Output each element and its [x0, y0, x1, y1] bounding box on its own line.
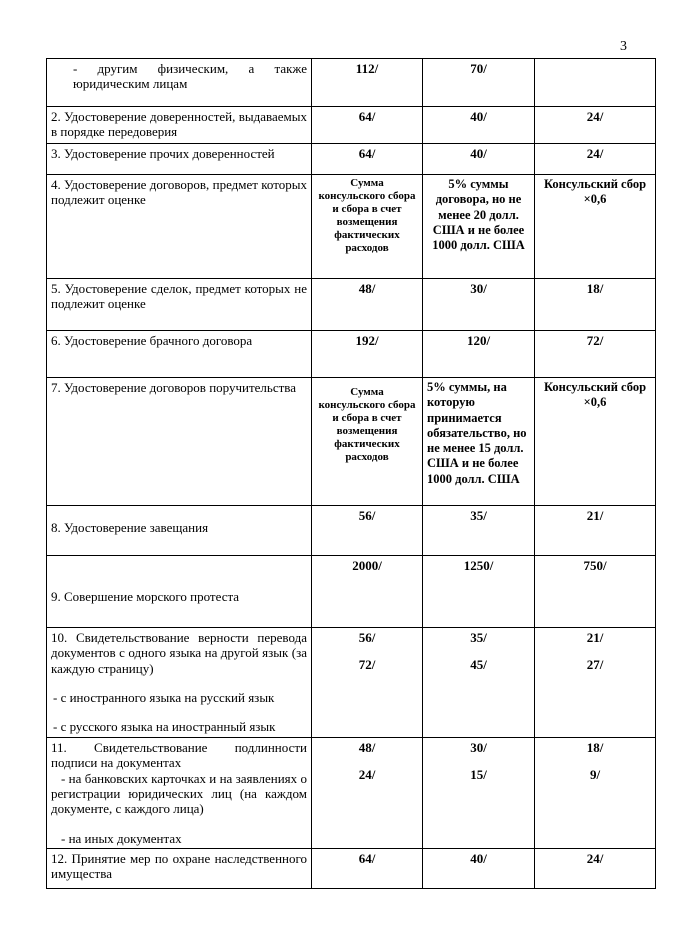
- table-row: [47, 279, 656, 331]
- fee-cell: 24/: [535, 144, 656, 175]
- fee-cell: 48/: [312, 279, 423, 331]
- consular-fee-table: [46, 58, 656, 889]
- fee-cell: 64/: [312, 144, 423, 175]
- sub-item: - на иных документах: [61, 830, 182, 846]
- sub-item: - на банковских карточках и на заявлениях о регистрации юридических лиц (на каждом документе, с каждого лица): [51, 770, 307, 817]
- row-description: 7. Удостоверение договоров поручительства: [47, 378, 312, 506]
- fee-cell: 40/: [423, 849, 535, 889]
- fee-cell: 40/: [423, 144, 535, 175]
- table-row: [47, 175, 656, 279]
- row-description: 5. Удостоверение сделок, предмет которых не подлежит оценке: [47, 279, 312, 331]
- fee-cell: 750/: [535, 556, 656, 628]
- fee-cell: 56/ 72/: [312, 628, 423, 738]
- fee-cell: 48/ 24/: [312, 738, 423, 849]
- fee-cell: 18/ 9/: [535, 738, 656, 849]
- fee-cell: 21/: [535, 506, 656, 556]
- table-row: [47, 144, 656, 175]
- fee-cell: 30/: [423, 279, 535, 331]
- fee-cell: 35/ 45/: [423, 628, 535, 738]
- fee-cell: 64/: [312, 107, 423, 144]
- row-description: [47, 628, 312, 738]
- row-heading: 10. Свидетельствование верности перевода документов с одного языка на другой язык (за каждую страницу): [51, 630, 307, 676]
- fee-cell: 5% суммы договора, но не менее 20 долл. США и не более 1000 долл. США: [423, 175, 535, 279]
- table-row: [47, 331, 656, 378]
- row-heading: 11. Свидетельствование подлинности подписи на документах: [51, 740, 307, 771]
- fee-cell: 24/: [535, 107, 656, 144]
- fee-cell: 56/: [312, 506, 423, 556]
- fee-cell: 64/: [312, 849, 423, 889]
- table-row: [47, 849, 656, 889]
- row-description: 6. Удостоверение брачного договора: [47, 331, 312, 378]
- row-description: 4. Удостоверение договоров, предмет которых подлежит оценке: [47, 175, 312, 279]
- fee-cell: 72/: [535, 331, 656, 378]
- fee-cell: 24/: [535, 849, 656, 889]
- row-description: 8. Удостоверение завещания: [47, 506, 312, 556]
- sub-item: - с иностранного языка на русский язык: [53, 689, 275, 705]
- fee-cell: 1250/: [423, 556, 535, 628]
- row-description: 3. Удостоверение прочих доверенностей: [47, 144, 312, 175]
- page-number: 3: [620, 39, 627, 54]
- fee-cell: 70/: [423, 59, 535, 107]
- table-row: [47, 556, 656, 628]
- fee-cell: 112/: [312, 59, 423, 107]
- table-row: [47, 378, 656, 506]
- fee-cell: 35/: [423, 506, 535, 556]
- fee-cell: Консульский сбор ×0,6: [535, 378, 656, 506]
- table-row: [47, 107, 656, 144]
- fee-cell: 40/: [423, 107, 535, 144]
- row-description: - другим физическим, а также юридическим лицам: [47, 59, 312, 107]
- fee-cell: 18/: [535, 279, 656, 331]
- fee-cell: Сумма консульского сбора и сбора в счет возмещения фактических расходов: [312, 378, 423, 506]
- fee-cell: Консульский сбор ×0,6: [535, 175, 656, 279]
- row-description: 9. Совершение морского протеста: [47, 556, 312, 628]
- fee-cell: 30/ 15/: [423, 738, 535, 849]
- fee-cell: 5% суммы, на которую принимается обязательство, но не менее 15 долл. США и не более 1000 долл. США: [423, 378, 535, 506]
- table-row: [47, 506, 656, 556]
- row-description: 12. Принятие мер по охране наследственного имущества: [47, 849, 312, 889]
- table-row: [47, 628, 656, 738]
- table-row: [47, 738, 656, 849]
- fee-cell: 192/: [312, 331, 423, 378]
- table-row: [47, 59, 656, 107]
- fee-cell: [535, 59, 656, 107]
- fee-cell: 120/: [423, 331, 535, 378]
- row-description: [47, 738, 312, 849]
- fee-cell: 21/ 27/: [535, 628, 656, 738]
- fee-cell: 2000/: [312, 556, 423, 628]
- sub-item: - с русского языка на иностранный язык: [53, 719, 276, 735]
- fee-cell: Сумма консульского сбора и сбора в счет возмещения фактических расходов: [312, 175, 423, 279]
- row-description: 2. Удостоверение доверенностей, выдаваемых в порядке передоверия: [47, 107, 312, 144]
